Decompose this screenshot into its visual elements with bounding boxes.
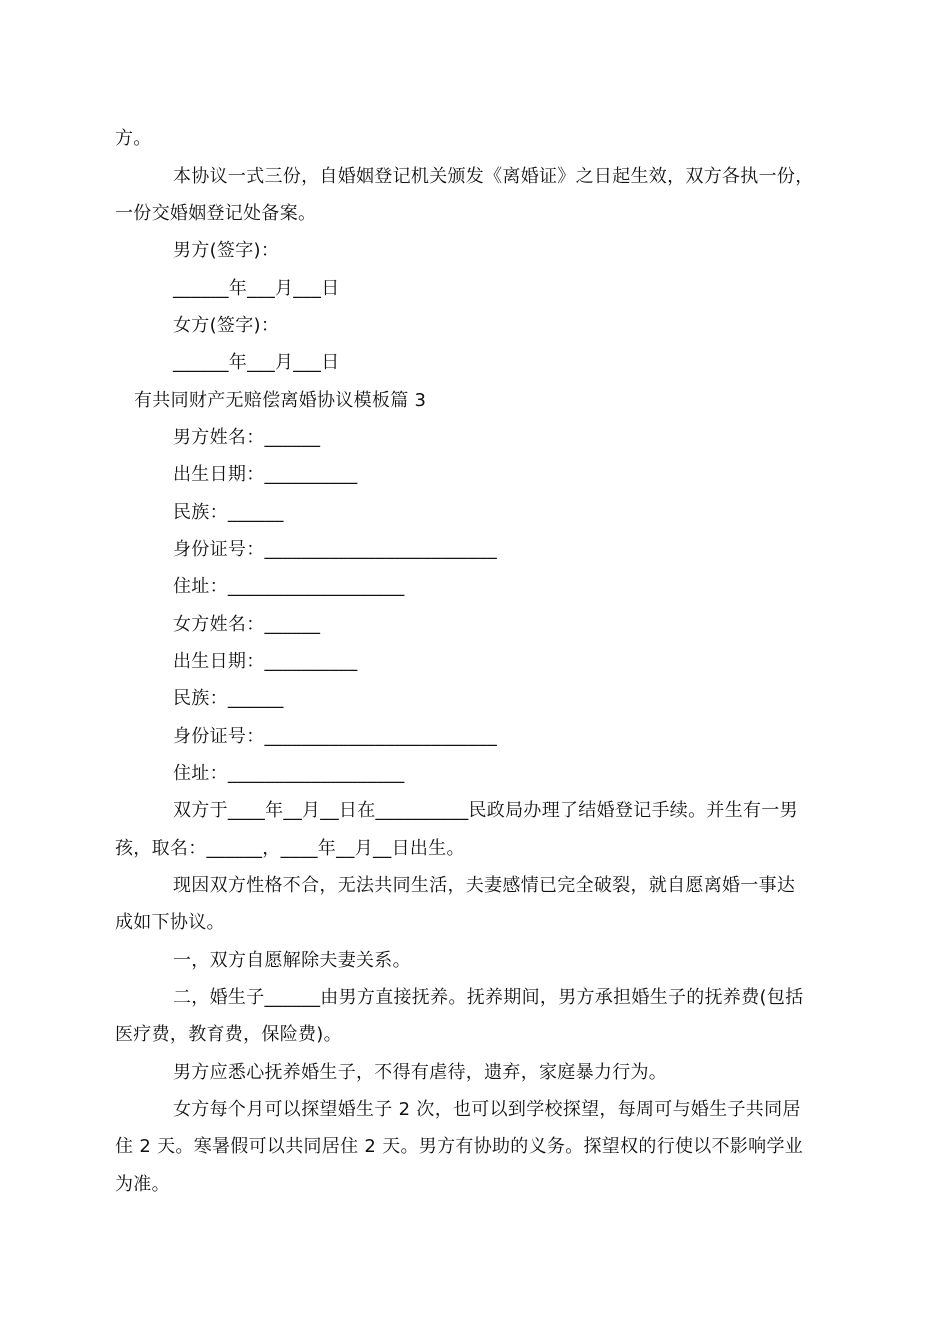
clause-two: 二，婚生子______由男方直接抚养。抚养期间，男方承担婚生子的抚养费(包括 (173, 987, 804, 1008)
male-birthdate-field: 出生日期：__________ (173, 464, 358, 485)
male-address-field: 住址：___________________ (173, 576, 405, 597)
clause-one: 一，双方自愿解除夫妻关系。 (173, 950, 411, 971)
female-name-field: 女方姓名：______ (173, 614, 321, 635)
text-line: 方。 (115, 128, 152, 149)
text-line: 本协议一式三份，自婚姻登记机关颁发《离婚证》之日起生效，双方各执一份， (173, 166, 814, 187)
section-heading: 有共同财产无赔偿离婚协议模板篇 3 (134, 390, 427, 411)
male-id-field: 身份证号：_________________________ (173, 539, 497, 560)
text-line: 为准。 (115, 1174, 170, 1195)
female-birthdate-field: 出生日期：__________ (173, 651, 358, 672)
female-address-field: 住址：___________________ (173, 763, 405, 784)
male-signature-label: 男方(签字)： (173, 240, 280, 261)
text-line: 现因双方性格不合，无法共同生活，夫妻感情已完全破裂，就自愿离婚一事达 (173, 875, 796, 896)
text-line: 女方每个月可以探望婚生子 2 次，也可以到学校探望，每周可与婚生子共同居 (173, 1099, 801, 1120)
female-id-field: 身份证号：_________________________ (173, 726, 497, 747)
text-line: 孩，取名：______，____年__月__日出生。 (115, 838, 465, 859)
male-ethnicity-field: 民族：______ (173, 502, 284, 523)
text-line: 成如下协议。 (115, 912, 225, 933)
text-line: 男方应悉心抚养婚生子，不得有虐待，遗弃，家庭暴力行为。 (173, 1062, 668, 1083)
text-line: 一份交婚姻登记处备案。 (115, 203, 317, 224)
male-name-field: 男方姓名：______ (173, 427, 321, 448)
text-line: 住 2 天。寒暑假可以共同居住 2 天。男方有协助的义务。探望权的行使以不影响学业 (115, 1136, 804, 1157)
text-line: 医疗费，教育费，保险费)。 (115, 1024, 342, 1045)
text-line: 双方于____年__月__日在__________民政局办理了结婚登记手续。并生有一男 (173, 800, 798, 821)
female-signature-date: ______年___月___日 (173, 352, 340, 373)
female-ethnicity-field: 民族：______ (173, 688, 284, 709)
male-signature-date: ______年___月___日 (173, 278, 340, 299)
female-signature-label: 女方(签字)： (173, 315, 280, 336)
